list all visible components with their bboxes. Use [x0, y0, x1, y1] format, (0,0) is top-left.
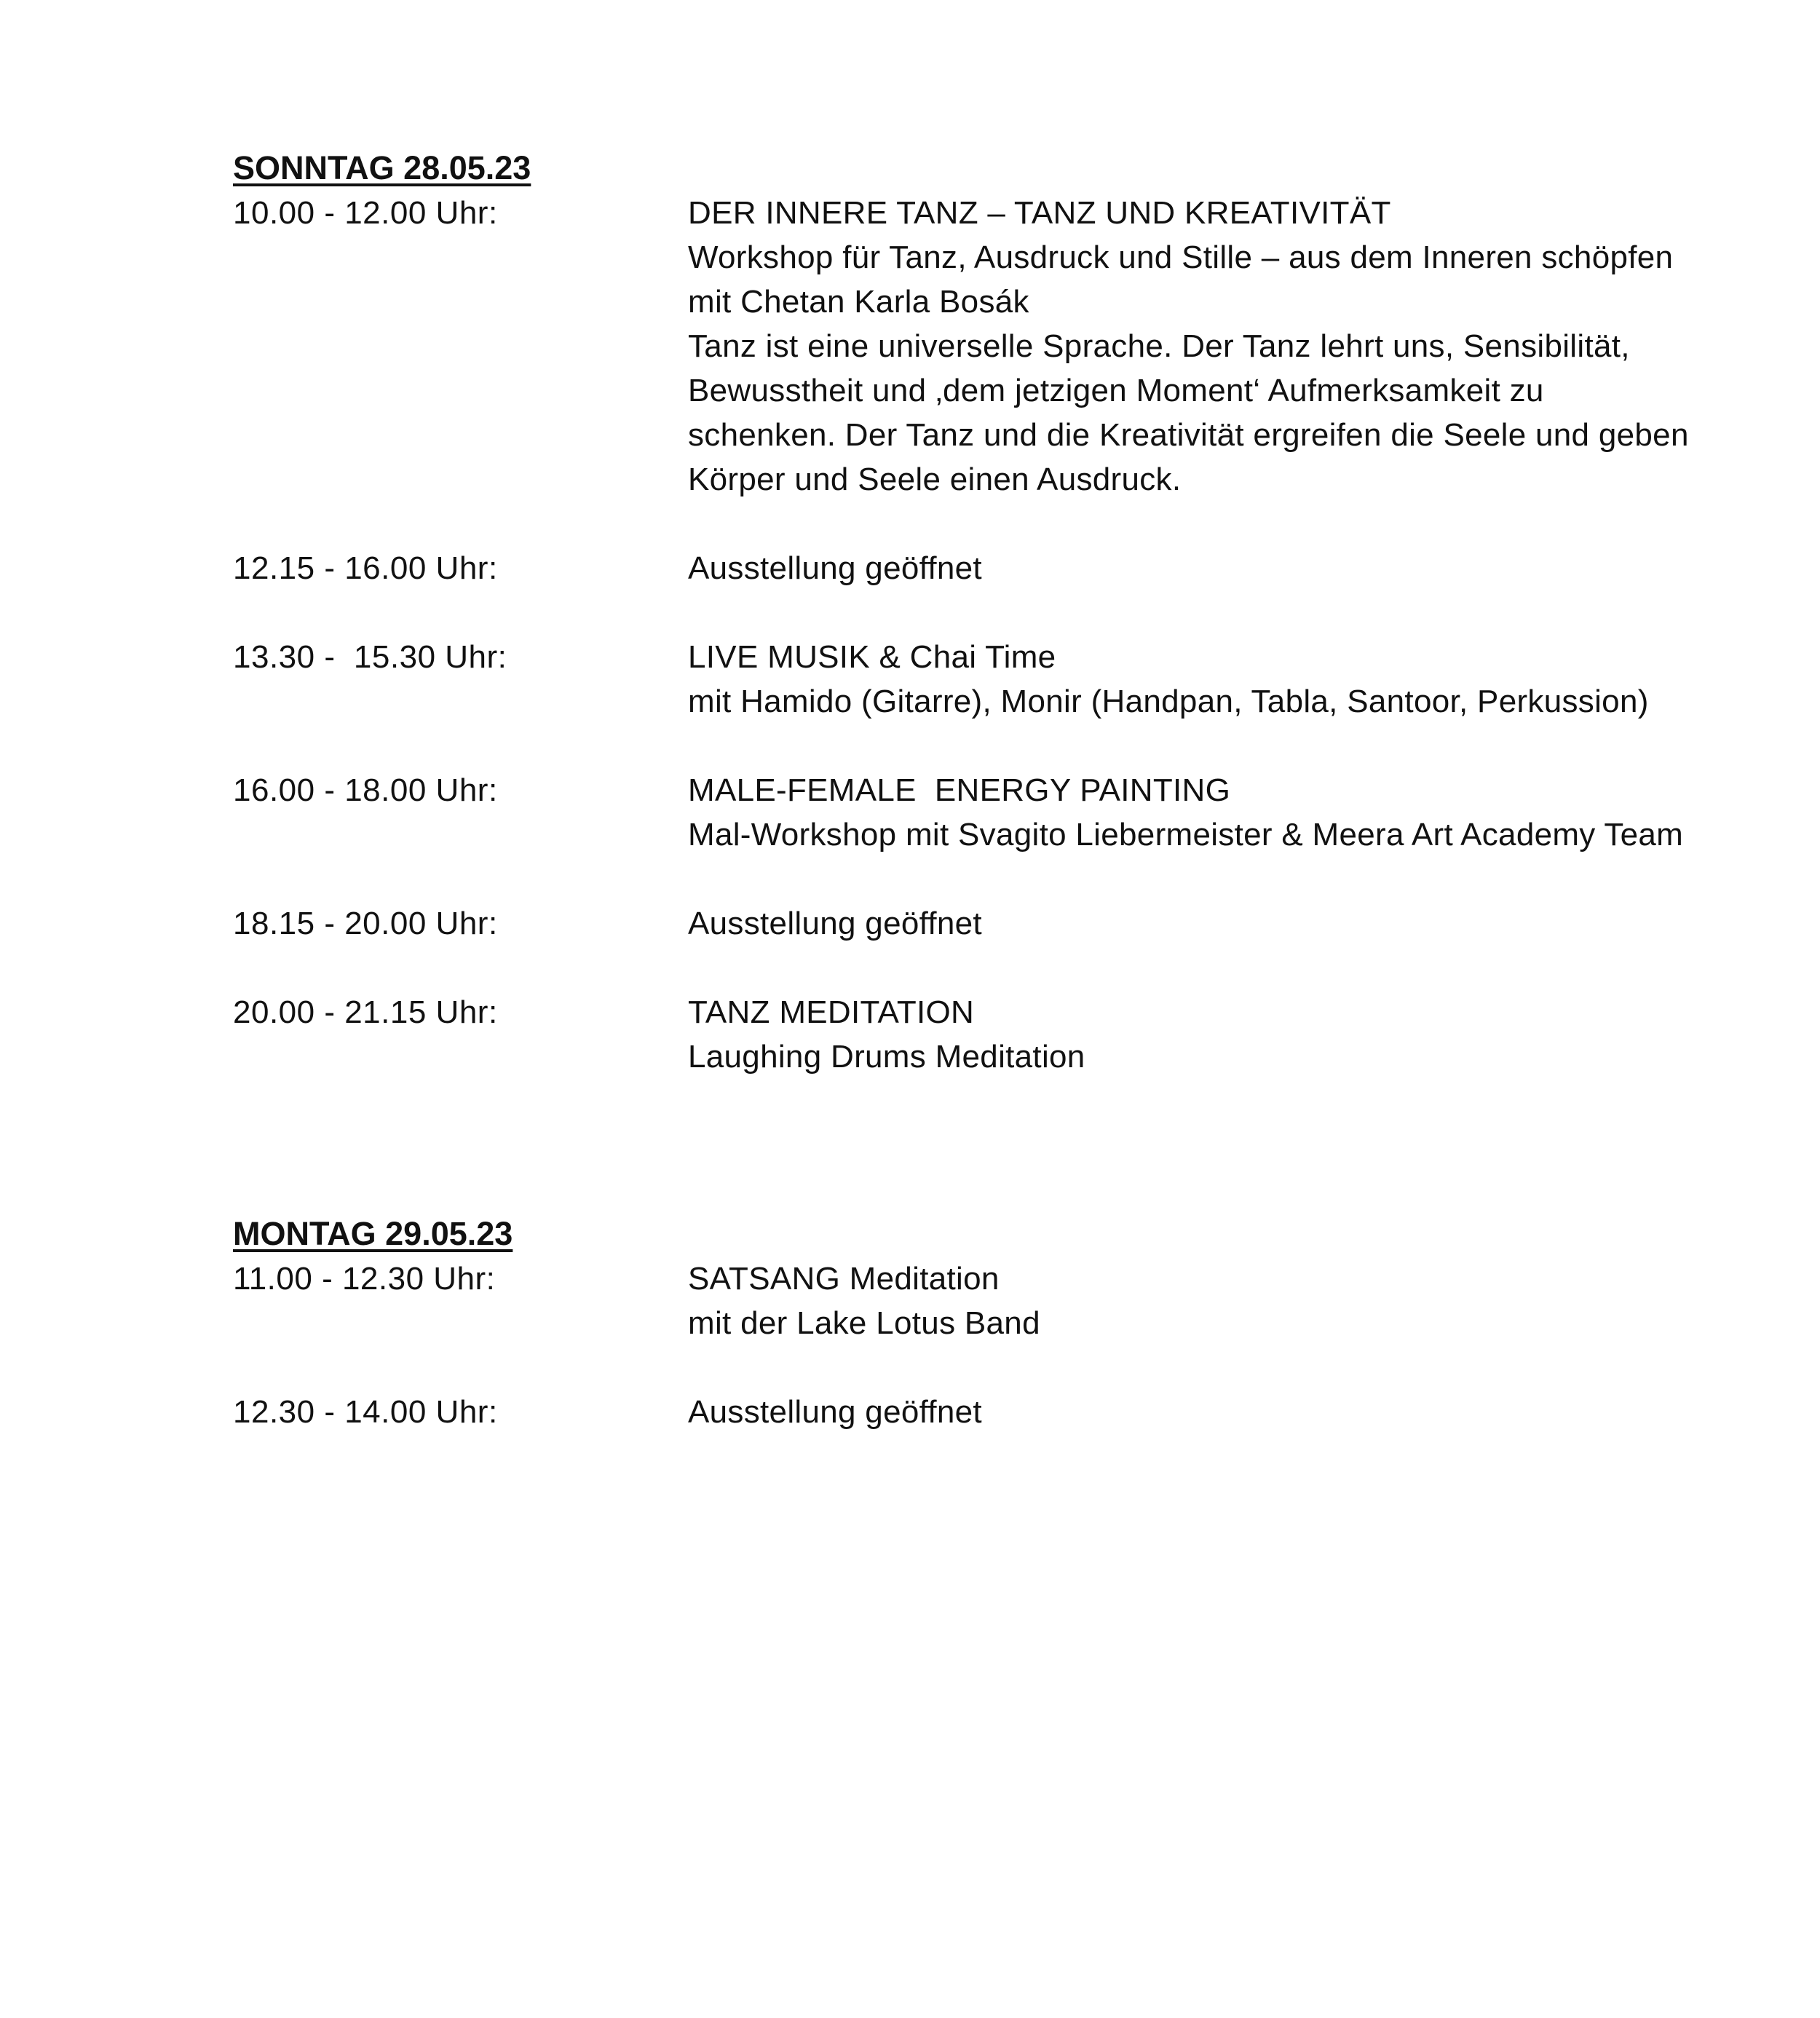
event-description: Tanz ist eine universelle Sprache. Der Tanz lehrt uns, Sensibilität, Bewusstheit und ‚dem jetzigen Moment‘ Aufmerksamkeit zu schenken. Der Tanz und die Kreativität ergreifen die Seele und geben Körper und Seele einen Ausdruck.	[688, 328, 1689, 497]
event-time: 11.00 - 12.30 Uhr:	[233, 1261, 496, 1297]
event-title: DER INNERE TANZ – TANZ UND KREATIVITÄT	[688, 195, 1391, 231]
event-details	[688, 1257, 1696, 1345]
event-title: Ausstellung geöffnet	[688, 550, 982, 586]
schedule-entry	[233, 635, 1696, 724]
day-heading: SONNTAG 28.05.23	[233, 149, 531, 186]
event-details	[688, 546, 1696, 590]
schedule-entry	[233, 768, 1696, 857]
event-title: Ausstellung geöffnet	[688, 1394, 982, 1430]
schedule-entry	[233, 191, 1696, 502]
schedule-entry	[233, 1390, 1696, 1434]
event-host: mit der Lake Lotus Band	[688, 1305, 1040, 1341]
event-host: mit Hamido (Gitarre), Monir (Handpan, Tabla, Santoor, Perkussion)	[688, 684, 1649, 719]
event-subtitle: Laughing Drums Meditation	[688, 1039, 1085, 1075]
event-details	[688, 191, 1696, 502]
schedule-entry	[233, 1257, 1696, 1345]
event-time: 12.15 - 16.00 Uhr:	[233, 550, 498, 586]
schedule-page	[233, 146, 1696, 1434]
event-details	[688, 901, 1696, 946]
event-time: 12.30 - 14.00 Uhr:	[233, 1394, 498, 1430]
event-details	[688, 768, 1696, 857]
schedule-entry	[233, 990, 1696, 1079]
event-title: Ausstellung geöffnet	[688, 906, 982, 941]
event-time: 13.30 - 15.30 Uhr:	[233, 639, 507, 675]
event-host: Mal-Workshop mit Svagito Liebermeister & Meera Art Academy Team	[688, 817, 1684, 852]
event-subtitle: Workshop für Tanz, Ausdruck und Stille – aus dem Inneren schöpfen	[688, 240, 1674, 275]
event-time: 18.15 - 20.00 Uhr:	[233, 906, 498, 941]
schedule-entry	[233, 901, 1696, 946]
event-details	[688, 635, 1696, 724]
day-sunday	[233, 146, 1696, 1079]
event-time: 16.00 - 18.00 Uhr:	[233, 772, 498, 808]
event-title: TANZ MEDITATION	[688, 994, 975, 1030]
event-details	[688, 1390, 1696, 1434]
event-title: SATSANG Meditation	[688, 1261, 1000, 1297]
day-heading: MONTAG 29.05.23	[233, 1215, 513, 1252]
event-title: LIVE MUSIK & Chai Time	[688, 639, 1056, 675]
day-monday	[233, 1211, 1696, 1434]
event-host: mit Chetan Karla Bosák	[688, 284, 1029, 320]
event-time: 20.00 - 21.15 Uhr:	[233, 994, 498, 1030]
event-time: 10.00 - 12.00 Uhr:	[233, 195, 498, 231]
event-details	[688, 990, 1696, 1079]
event-title: MALE-FEMALE ENERGY PAINTING	[688, 772, 1231, 808]
schedule-entry	[233, 546, 1696, 590]
